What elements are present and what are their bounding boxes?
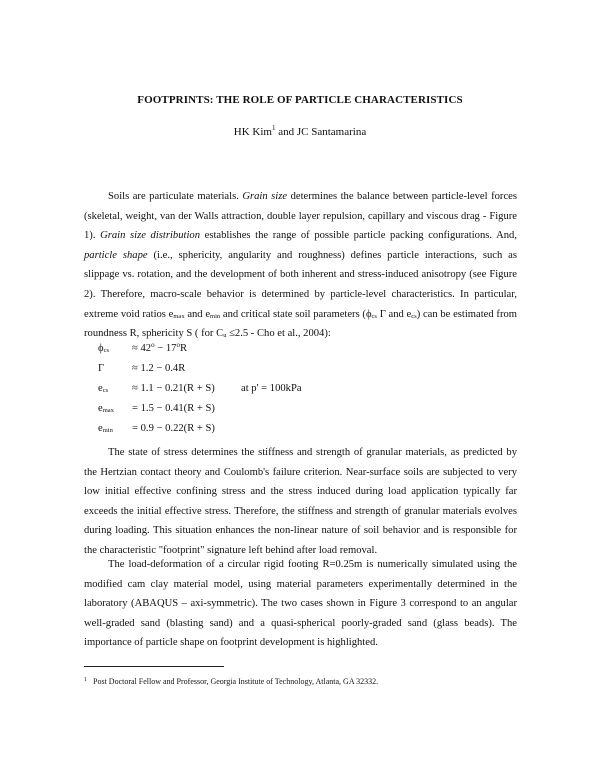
author-rest: and JC Santamarina <box>278 126 367 138</box>
footnote-marker: 1 <box>271 124 276 132</box>
equation-e-max: $e_{max} = 1.5 - 0.41(R + S)$ <box>98 403 215 414</box>
term-grain-size: Grain size <box>242 191 288 202</box>
equation-block <box>98 339 302 439</box>
paper-title: FOOTPRINTS: THE ROLE OF PARTICLE CHARACTERISTICS <box>137 94 463 106</box>
equation-gamma: Γ ≈ 1.2 − 0.4R <box>98 363 186 374</box>
paragraph-load-deformation: The load-deformation of a circular rigid footing R=0.25m is numerically simulated using the modified cam clay material model, using material parameters experimentally determined in the laboratory (ABAQUS – axi-symmetric). The two cases shown in Figure 3 correspond to an angular well-graded sand (blasting sand) and a quasi-spherical poorly-graded sand (glass beads). The importance of particle shape on footprint development is highlighted. <box>84 559 517 649</box>
equation-note: at p' = 100kPa <box>241 383 302 394</box>
equation-e-cs: $e_{cs} \approx 1.1 - 0.21(R + S)$ at p' = 100kPa <box>98 379 215 399</box>
author-line <box>0 126 600 138</box>
term-grain-size-distribution: Grain size distribution <box>100 230 201 242</box>
equation-phi-cs: $\phi_{cs} \approx 42^o - 17^oR$ <box>98 341 188 354</box>
equation-e-min: $e_{min} = 0.9 - 0.22(R + S)$ <box>98 423 215 434</box>
footnote-divider <box>84 666 224 667</box>
footnote: $^1$ Post Doctoral Fellow and Professor, Georgia Institute of Technology, Atlanta, GA 32332. <box>84 677 379 686</box>
paragraph-particulate-materials: Soils are particulate materials. Grain size determines the balance between particle-level forces (skeletal, weight, van der Walls attraction, double layer repulsion, capillary and viscous drag - Figure 1). Grain size distribution establishes the range of possible particle packing configurations. And, particle shape (i.e., sphericity, angularity and roughness) defines particle interactions, such as slippage vs. rotation, and the development of both inherent and stress-induced anisotropy (see Figure 2). Therefore, macro-scale behavior is determined by particle-level characteristics. In particular, extreme void ratios $e_{max}$ and $e_{min}$ and critical state soil parameters ($\phi_{cs}$ Γ and $e_{cs}$) can be estimated from roundness R, sphericity S ( for $C_u \le 2.5$ - Cho et al., 2004): <box>84 191 518 340</box>
paragraph-state-of-stress: The state of stress determines the stiffness and strength of granular materials, as predicted by the Hertzian contact theory and Coulomb's failure criterion. Near-surface soils are subjected to very low initial effective confining stress and the stress induced during load application typically far exceeds the initial effective stress. Therefore, the stiffness and strength of granular materials evolves during loading. This situation enhances the non-linear nature of soil behavior and is responsible for the characteristic "footprint" signature left behind after load removal. <box>84 447 517 556</box>
term-particle-shape: particle shape <box>84 249 148 261</box>
author-first: HK Kim <box>233 126 272 138</box>
